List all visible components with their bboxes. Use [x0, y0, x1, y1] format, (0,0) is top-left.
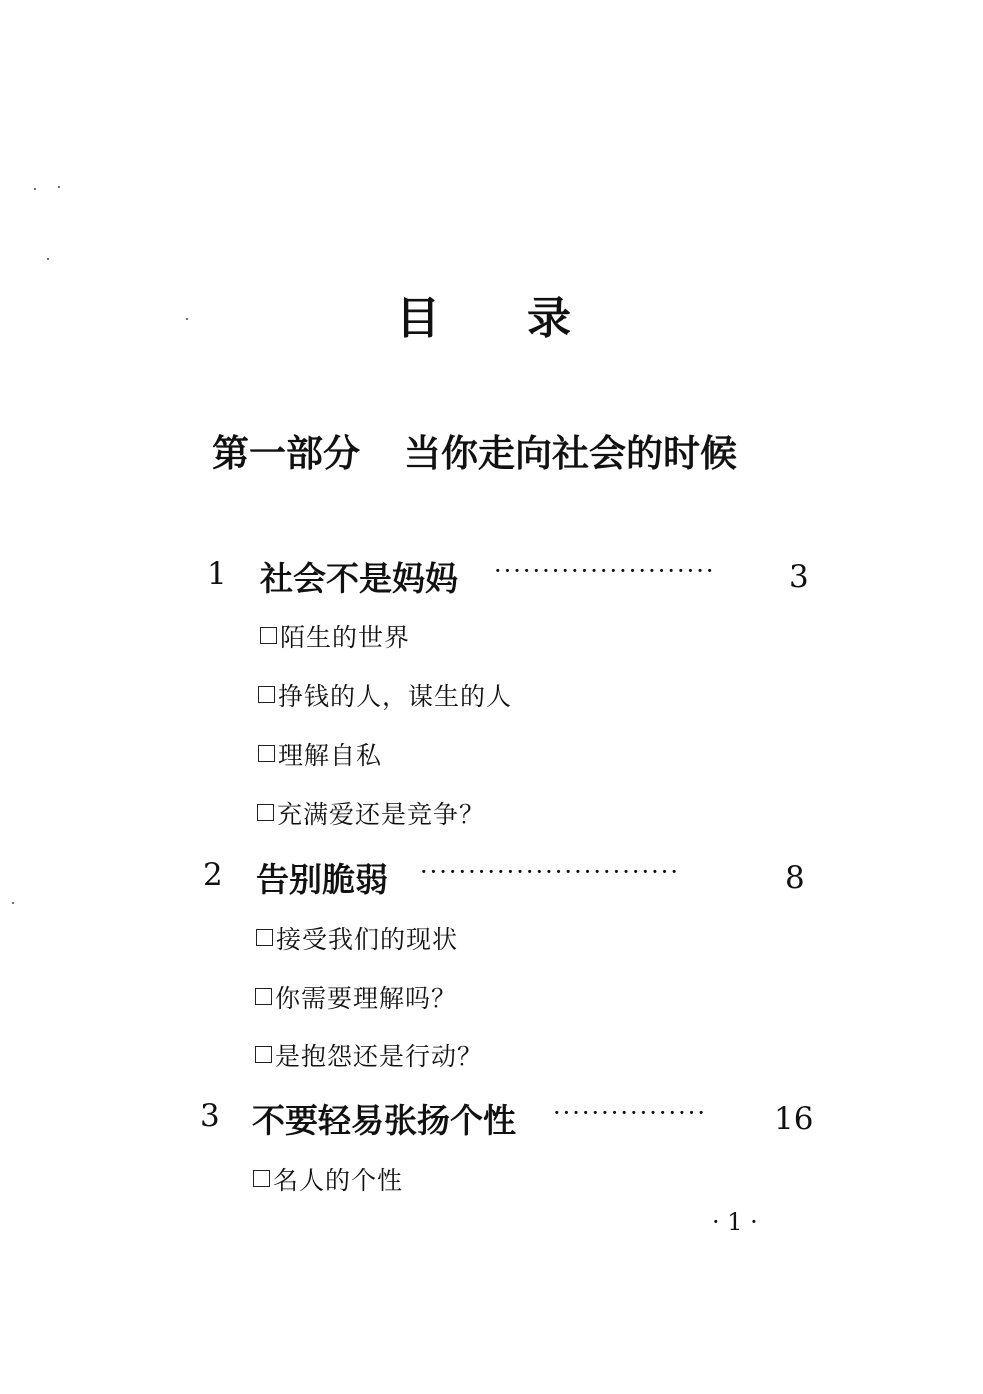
checkbox-icon — [255, 1046, 272, 1063]
section-title: 陌生的世界 — [280, 623, 411, 652]
chapter-number: 3 — [200, 1098, 220, 1134]
leader-dots: ··························· — [420, 858, 680, 886]
chapter-title: 告别脆弱 — [256, 860, 388, 899]
checkbox-icon — [258, 745, 275, 762]
section-title: 理解自私 — [278, 741, 383, 770]
scan-speck — [58, 186, 60, 188]
toc-section[interactable] — [255, 1037, 483, 1073]
chapter-page-number: 8 — [785, 860, 805, 896]
toc-section[interactable] — [260, 618, 410, 654]
part-number: 第一部分 — [212, 431, 360, 475]
section-title: 接受我们的现状 — [276, 925, 459, 954]
toc-section[interactable] — [253, 1161, 403, 1197]
toc-section[interactable] — [258, 677, 512, 713]
checkbox-icon — [258, 686, 275, 703]
chapter-number: 1 — [207, 556, 227, 592]
scan-speck — [34, 188, 36, 190]
toc-section[interactable] — [258, 736, 382, 772]
section-title: 充满爱还是竞争？ — [277, 800, 486, 829]
page-number: · 1 · — [712, 1208, 758, 1236]
chapter-title: 社会不是妈妈 — [260, 559, 458, 598]
part-title: 当你走向社会的时候 — [404, 431, 737, 475]
checkbox-icon — [256, 929, 273, 946]
title-char-2: 录 — [527, 293, 571, 344]
chapter-page-number: 3 — [789, 559, 809, 595]
leader-dots: ······················· — [494, 557, 716, 585]
leader-dots: ················ — [553, 1099, 708, 1127]
checkbox-icon — [260, 627, 277, 644]
title-char-1: 目 — [396, 293, 440, 344]
checkbox-icon — [255, 988, 272, 1005]
checkbox-icon — [253, 1170, 270, 1187]
section-title: 你需要理解吗？ — [275, 984, 458, 1013]
scan-speck — [12, 902, 14, 904]
section-title: 是抱怨还是行动？ — [275, 1042, 484, 1071]
scan-speck — [47, 258, 49, 260]
chapter-page-number: 16 — [774, 1101, 814, 1137]
chapter-number: 2 — [203, 857, 223, 893]
section-title: 名人的个性 — [273, 1166, 404, 1195]
scan-speck — [186, 318, 188, 320]
toc-section[interactable] — [255, 979, 457, 1015]
checkbox-icon — [257, 804, 274, 821]
toc-section[interactable] — [257, 795, 485, 831]
chapter-title: 不要轻易张扬个性 — [252, 1101, 516, 1140]
section-title: 挣钱的人，谋生的人 — [278, 682, 513, 711]
part-heading — [212, 423, 737, 477]
toc-section[interactable] — [256, 920, 458, 956]
